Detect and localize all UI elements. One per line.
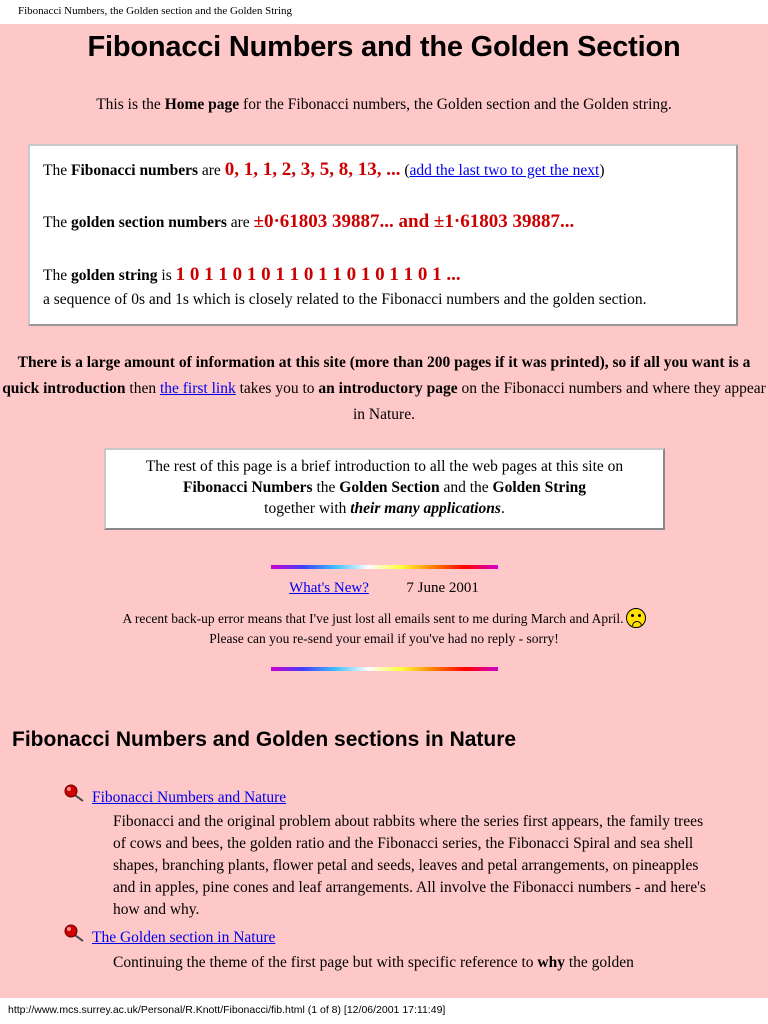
- line1-mid: are: [198, 162, 225, 179]
- print-header: [0, 0, 768, 24]
- page-title: Fibonacci Numbers and the Golden Section: [87, 31, 681, 63]
- golden-section-nature-description: [113, 952, 713, 974]
- pin-icon: [64, 923, 86, 943]
- summary-box: [28, 144, 738, 326]
- box2-line3-em: their many applications: [350, 500, 501, 517]
- gs-desc-bold: why: [537, 954, 565, 971]
- golden-string-description: a sequence of 0s and 1s which is closely related to the Fibonacci numbers and the golden section.: [43, 291, 647, 308]
- golden-section-line: [43, 211, 574, 233]
- info-bold1: There is a large amount of information at this site (more than 200 pages if it was printed), so if all you want is a quick introduction: [2, 354, 751, 397]
- box2-line3: [106, 498, 663, 519]
- fibonacci-numbers-line: [43, 159, 605, 181]
- gs-desc-pre: Continuing the theme of the first page but with specific reference to: [113, 954, 538, 971]
- info-t3: on the Fibonacci numbers and where they appear in Nature.: [353, 380, 766, 423]
- golden-string-values: 1 0 1 1 0 1 0 1 1 0 1 1 0 1 0 1 1 0 1 ...: [175, 264, 461, 285]
- nature-link[interactable]: Fibonacci Numbers and Nature: [92, 789, 287, 806]
- rainbow-divider-bottom: [271, 667, 498, 671]
- golden-string-line: [43, 264, 461, 286]
- sad-face-icon: [626, 608, 646, 628]
- print-footer: [0, 998, 768, 1024]
- line2-mid: are: [226, 214, 254, 231]
- line1-paren-close: ): [599, 162, 605, 179]
- line3-pre: The: [43, 267, 71, 284]
- line2-bold: golden section numbers: [70, 214, 227, 231]
- fibonacci-sequence: 0, 1, 1, 2, 3, 5, 8, 13, ...: [224, 159, 401, 180]
- golden-section-nature-link[interactable]: The Golden section in Nature: [92, 929, 276, 946]
- box2-t1: the: [312, 479, 340, 496]
- next-term-link[interactable]: add the last two to get the next: [409, 162, 600, 179]
- notice-line2: Please can you re-send your email if you've had no reply - sorry!: [209, 631, 559, 646]
- golden-section-values: ±0·61803 39887... and ±1·61803 39887...: [253, 211, 575, 232]
- print-header-title: Fibonacci Numbers, the Golden section and the Golden String: [18, 5, 293, 17]
- box2-b3: Golden String: [492, 479, 586, 496]
- line1-pre: The: [43, 162, 71, 179]
- notice: [0, 608, 768, 649]
- info-t2: takes you to: [235, 380, 319, 397]
- whats-new-link[interactable]: What's New?: [289, 580, 369, 596]
- rainbow-divider-top: [271, 565, 498, 569]
- gs-desc-post: the golden: [564, 954, 634, 971]
- box2-line2: [106, 477, 663, 498]
- box2-b1: Fibonacci Numbers: [182, 479, 313, 496]
- line3-mid: is: [157, 267, 176, 284]
- line1-bold: Fibonacci numbers: [70, 162, 199, 179]
- notice-line1: A recent back-up error means that I've just lost all emails sent to me during March and April.: [122, 611, 624, 626]
- info-bold2: an introductory page: [318, 380, 458, 397]
- nature-description: Fibonacci and the original problem about rabbits where the series first appears, the family trees of cows and bees, the golden ratio and the Fibonacci series, the Fibonacci Spiral and sea shell shapes, branching plants, flower petal and seeds, leaves and petal arrangements, on pineapples and in apples, pine cones and leaf arrangements. All involve the Fibonacci numbers - and here's how and why.: [113, 813, 706, 918]
- site-info-paragraph: [0, 350, 768, 428]
- intro-bold: Home page: [164, 96, 240, 113]
- intro-pre: This is the: [96, 96, 165, 113]
- section-heading: Fibonacci Numbers and Golden sections in Nature: [12, 728, 517, 751]
- intro-box: [104, 448, 665, 530]
- whats-new-row: [0, 580, 768, 597]
- box2-b2: Golden Section: [339, 479, 440, 496]
- intro-post: for the Fibonacci numbers, the Golden section and the Golden string.: [239, 96, 672, 113]
- box2-t2: and the: [439, 479, 493, 496]
- line2-pre: The: [43, 214, 71, 231]
- line3-bold: golden string: [70, 267, 158, 284]
- box2-line3-pre: together with: [264, 500, 351, 517]
- box2-line3-post: .: [500, 500, 505, 517]
- info-t1: then: [125, 380, 160, 397]
- box2-line1: The rest of this page is a brief introduction to all the web pages at this site on: [145, 458, 624, 475]
- print-footer-url: http://www.mcs.surrey.ac.uk/Personal/R.Knott/Fibonacci/fib.html (1 of 8) [12/06/2001 17:11:49]: [8, 1004, 446, 1016]
- line1-paren-open: (: [400, 162, 410, 179]
- intro-text: [0, 96, 768, 114]
- first-link[interactable]: the first link: [159, 380, 236, 397]
- whats-new-date: 7 June 2001: [406, 580, 479, 596]
- pin-icon: [64, 783, 86, 803]
